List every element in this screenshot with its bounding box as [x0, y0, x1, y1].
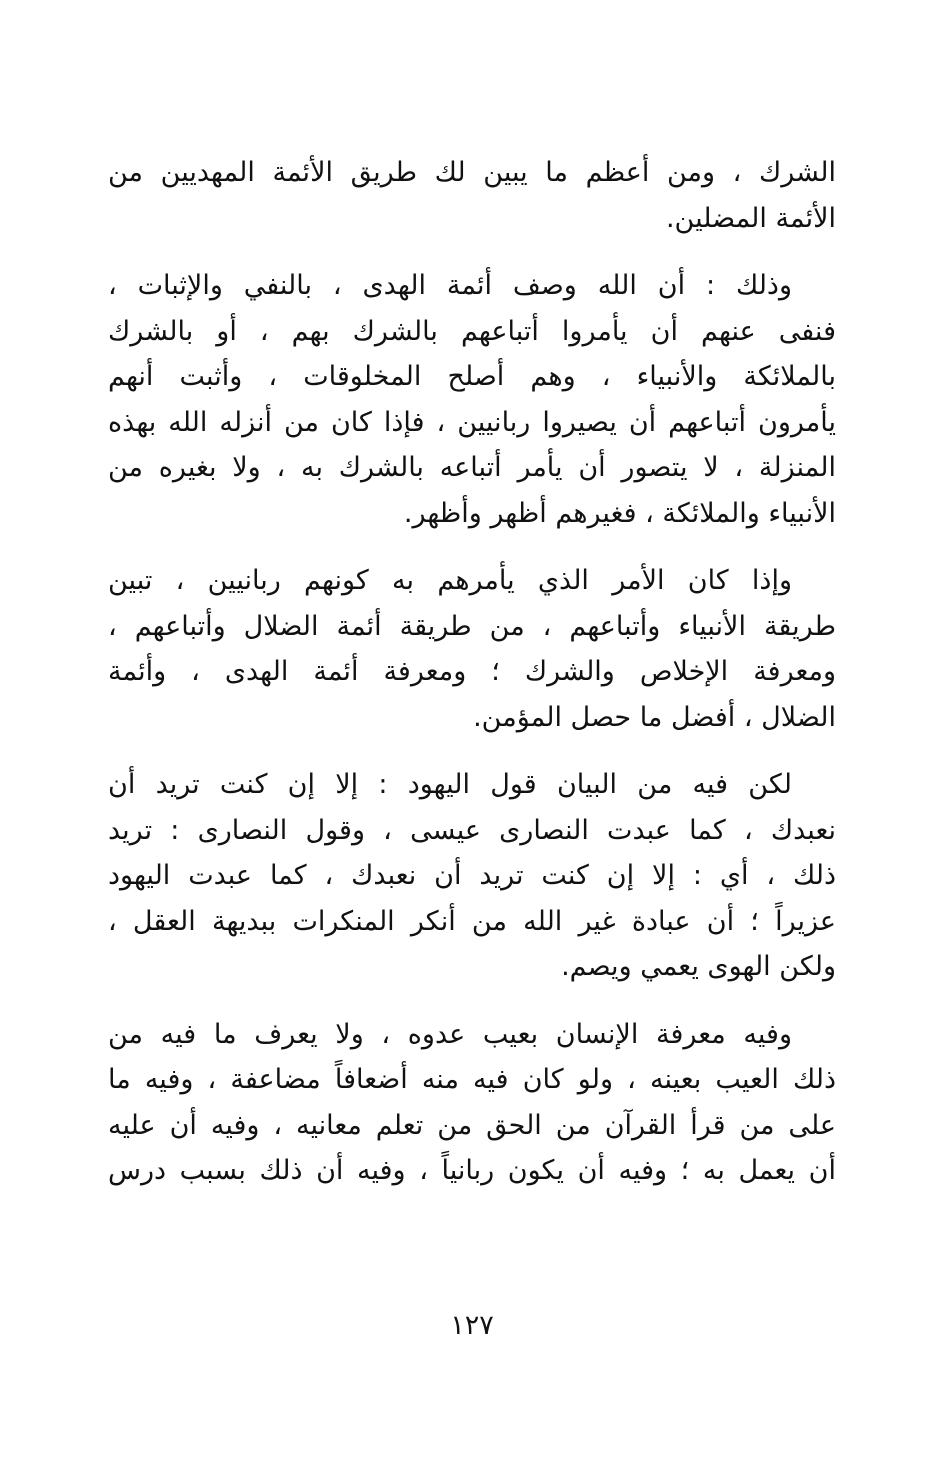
- text-line: الأئمة المضلين.: [665, 202, 836, 234]
- text-line: وذلك : أن الله وصف أئمة الهدى ، بالنفي والإثبات ،: [108, 270, 792, 301]
- text-line: الشرك ، ومن أعظم ما يبين لك طريق الأئمة المهديين من: [108, 157, 836, 188]
- text-line: نعبدك ، كما عبدت النصارى عيسى ، وقول النصارى : تريد: [108, 814, 836, 846]
- paragraph-4: [108, 762, 836, 990]
- text-line: وفيه معرفة الإنسان بعيب عدوه ، ولا يعرف ما فيه من: [108, 1018, 792, 1050]
- text-line: ولكن الهوى يعمي ويصم.: [561, 951, 836, 982]
- text-line: ومعرفة الإخلاص والشرك ؛ ومعرفة أئمة الهدى ، وأئمة: [108, 656, 836, 687]
- text-line: الأنبياء والملائكة ، فغيرهم أظهر وأظهر.: [403, 497, 836, 529]
- text-line: ذلك العيب بعينه ، ولو كان فيه منه أضعافاً مضاعفة ، وفيه ما: [108, 1064, 836, 1095]
- text-line: عزيراً ؛ أن عبادة غير الله من أنكر المنكرات ببديهة العقل ،: [108, 905, 836, 937]
- text-line: المنزلة ، لا يتصور أن يأمر أتباعه بالشرك به ، ولا بغيره من: [108, 452, 836, 483]
- text-line: بالملائكة والأنبياء ، وهم أصلح المخلوقات ، وأثبت أنهم: [108, 361, 836, 392]
- text-line: الضلال ، أفضل ما حصل المؤمن.: [473, 701, 836, 733]
- text-line: فنفى عنهم أن يأمروا أتباعهم بالشرك بهم ، أو بالشرك: [108, 315, 836, 347]
- text-line: طريقة الأنبياء وأتباعهم ، من طريقة أئمة الضلال وأتباعهم ،: [108, 610, 836, 642]
- page-body: [108, 150, 836, 1216]
- paragraph-2: [108, 263, 836, 536]
- text-line: ذلك ، أي : إلا إن كنت تريد أن نعبدك ، كما عبدت اليهود: [108, 860, 836, 891]
- page-number: ١٢٧: [450, 1310, 494, 1341]
- text-line: على من قرأ القرآن من الحق من تعلم معانيه ، وفيه أن عليه: [108, 1109, 836, 1141]
- text-line: أن يعمل به ؛ وفيه أن يكون ربانياً ، وفيه أن ذلك بسبب درس: [108, 1155, 836, 1186]
- paragraph-1: [108, 150, 836, 241]
- paragraph-5: [108, 1012, 836, 1194]
- text-line: لكن فيه من البيان قول اليهود : إلا إن كنت تريد أن: [108, 769, 792, 800]
- text-line: يأمرون أتباعهم أن يصيروا ربانيين ، فإذا كان من أنزله الله بهذه: [108, 406, 836, 438]
- text-line: وإذا كان الأمر الذي يأمرهم به كونهم ربانيين ، تبين: [108, 565, 792, 596]
- paragraph-3: [108, 558, 836, 740]
